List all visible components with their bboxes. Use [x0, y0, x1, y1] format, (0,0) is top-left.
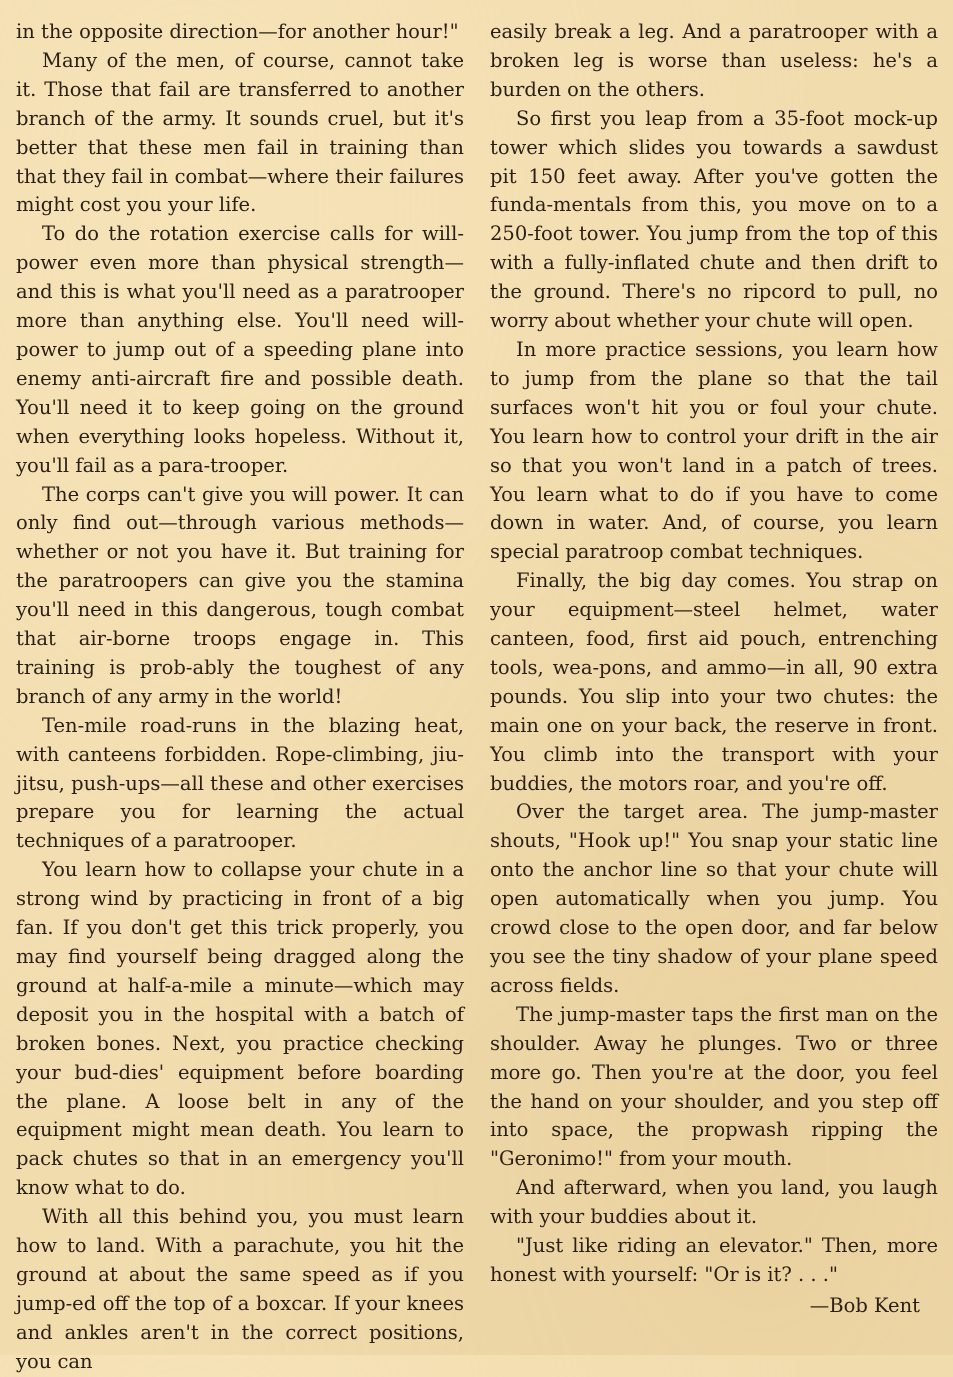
- right-paragraph-2: So first you leap from a 35-foot mock-up tower which slides you towards a sawdust pit 150 feet away. After you've gotten the funda-mentals from this, you move on to a 250-foot tower. You jump from the top of this with a fully-inflated chute and then drift to the ground. There's no ripcord to pull, no worry about whether your chute will open.: [490, 106, 938, 333]
- left-paragraph-1: in the opposite direction—for another hour!": [16, 20, 459, 43]
- left-paragraph-5: Ten-mile road-runs in the blazing heat, with canteens forbidden. Rope-climbing, jiu-jitsu, push-ups—all these and other exercises prepare you for learning the actual techniques of a paratrooper.: [16, 713, 464, 853]
- left-paragraph-6: You learn how to collapse your chute in a strong wind by practicing in front of a big fan. If you don't get this trick properly, you may find yourself being dragged along the ground at half-a-mile a minute—which may deposit you in the hospital with a batch of broken bones. Next, you practice checking your bud-dies' equipment before boarding the plane. A loose belt in any of the equipment might mean death. You learn to pack chutes so that in an emergency you'll know what to do.: [16, 858, 464, 1200]
- right-paragraph-6: The jump-master taps the first man on the shoulder. Away he plunges. Two or three more go. Then you're at the door, you feel the hand on your shoulder, and you step off into space, the propwash ripping the "Geronimo!" from your mouth.: [490, 1002, 938, 1171]
- right-paragraph-8: "Just like riding an elevator." Then, more honest with yourself: "Or is it? . . .": [490, 1234, 938, 1286]
- left-paragraph-7: With all this behind you, you must learn how to land. With a parachute, you hit the ground at about the same speed as if you jump-ed off the top of a boxcar. If your knees and ankles aren't in the correct positions, you can: [16, 1205, 464, 1373]
- right-paragraph-1: easily break a leg. And a paratrooper with a broken leg is worse than useless: he's a burden on the others.: [490, 20, 938, 101]
- right-column: [490, 18, 938, 1321]
- right-paragraph-4: Finally, the big day comes. You strap on your equipment—steel helmet, water canteen, food, first aid pouch, entrenching tools, wea-pons, and ammo—in all, 90 extra pounds. You slip into your two chutes: the main one on your back, the reserve in front. You climb into the transport with your buddies, the motors roar, and you're off.: [490, 569, 938, 795]
- left-column: [16, 18, 464, 1377]
- right-paragraph-3: In more practice sessions, you learn how to jump from the plane so that the tail surfaces won't hit you or foul your chute. You learn how to control your drift in the air so that you won't land in a patch of trees. You learn what to do if you have to come down in water. And, of course, you learn special paratroop combat techniques.: [490, 337, 938, 564]
- left-paragraph-3: To do the rotation exercise calls for will-power even more than physical strength—and this is what you'll need as a paratrooper more than anything else. You'll need will-power to jump out of a speeding plane into enemy anti-aircraft fire and possible death. You'll need it to keep going on the ground when everything looks hopeless. Without it, you'll fail as a para-trooper.: [16, 222, 464, 477]
- left-paragraph-4: The corps can't give you will power. It can only find out—through various methods—whether or not you have it. But training for the paratroopers can give you the stamina you'll need in this dangerous, tough combat that air-borne troops engage in. This training is prob-ably the toughest of any branch of any army in the world!: [16, 482, 464, 708]
- right-paragraph-7: And afterward, when you land, you laugh with your buddies about it.: [490, 1176, 938, 1229]
- author-signature: —Bob Kent: [809, 1293, 920, 1317]
- left-paragraph-2: Many of the men, of course, cannot take it. Those that fail are transferred to another branch of the army. It sounds cruel, but it's better that these men fail in training than that they fail in combat—where their failures might cost you your life.: [16, 48, 464, 217]
- right-paragraph-5: Over the target area. The jump-master shouts, "Hook up!" You snap your static line onto the anchor line so that your chute will open automatically when you jump. You crowd close to the open door, and far below you see the tiny shadow of your plane speed across fields.: [490, 800, 938, 997]
